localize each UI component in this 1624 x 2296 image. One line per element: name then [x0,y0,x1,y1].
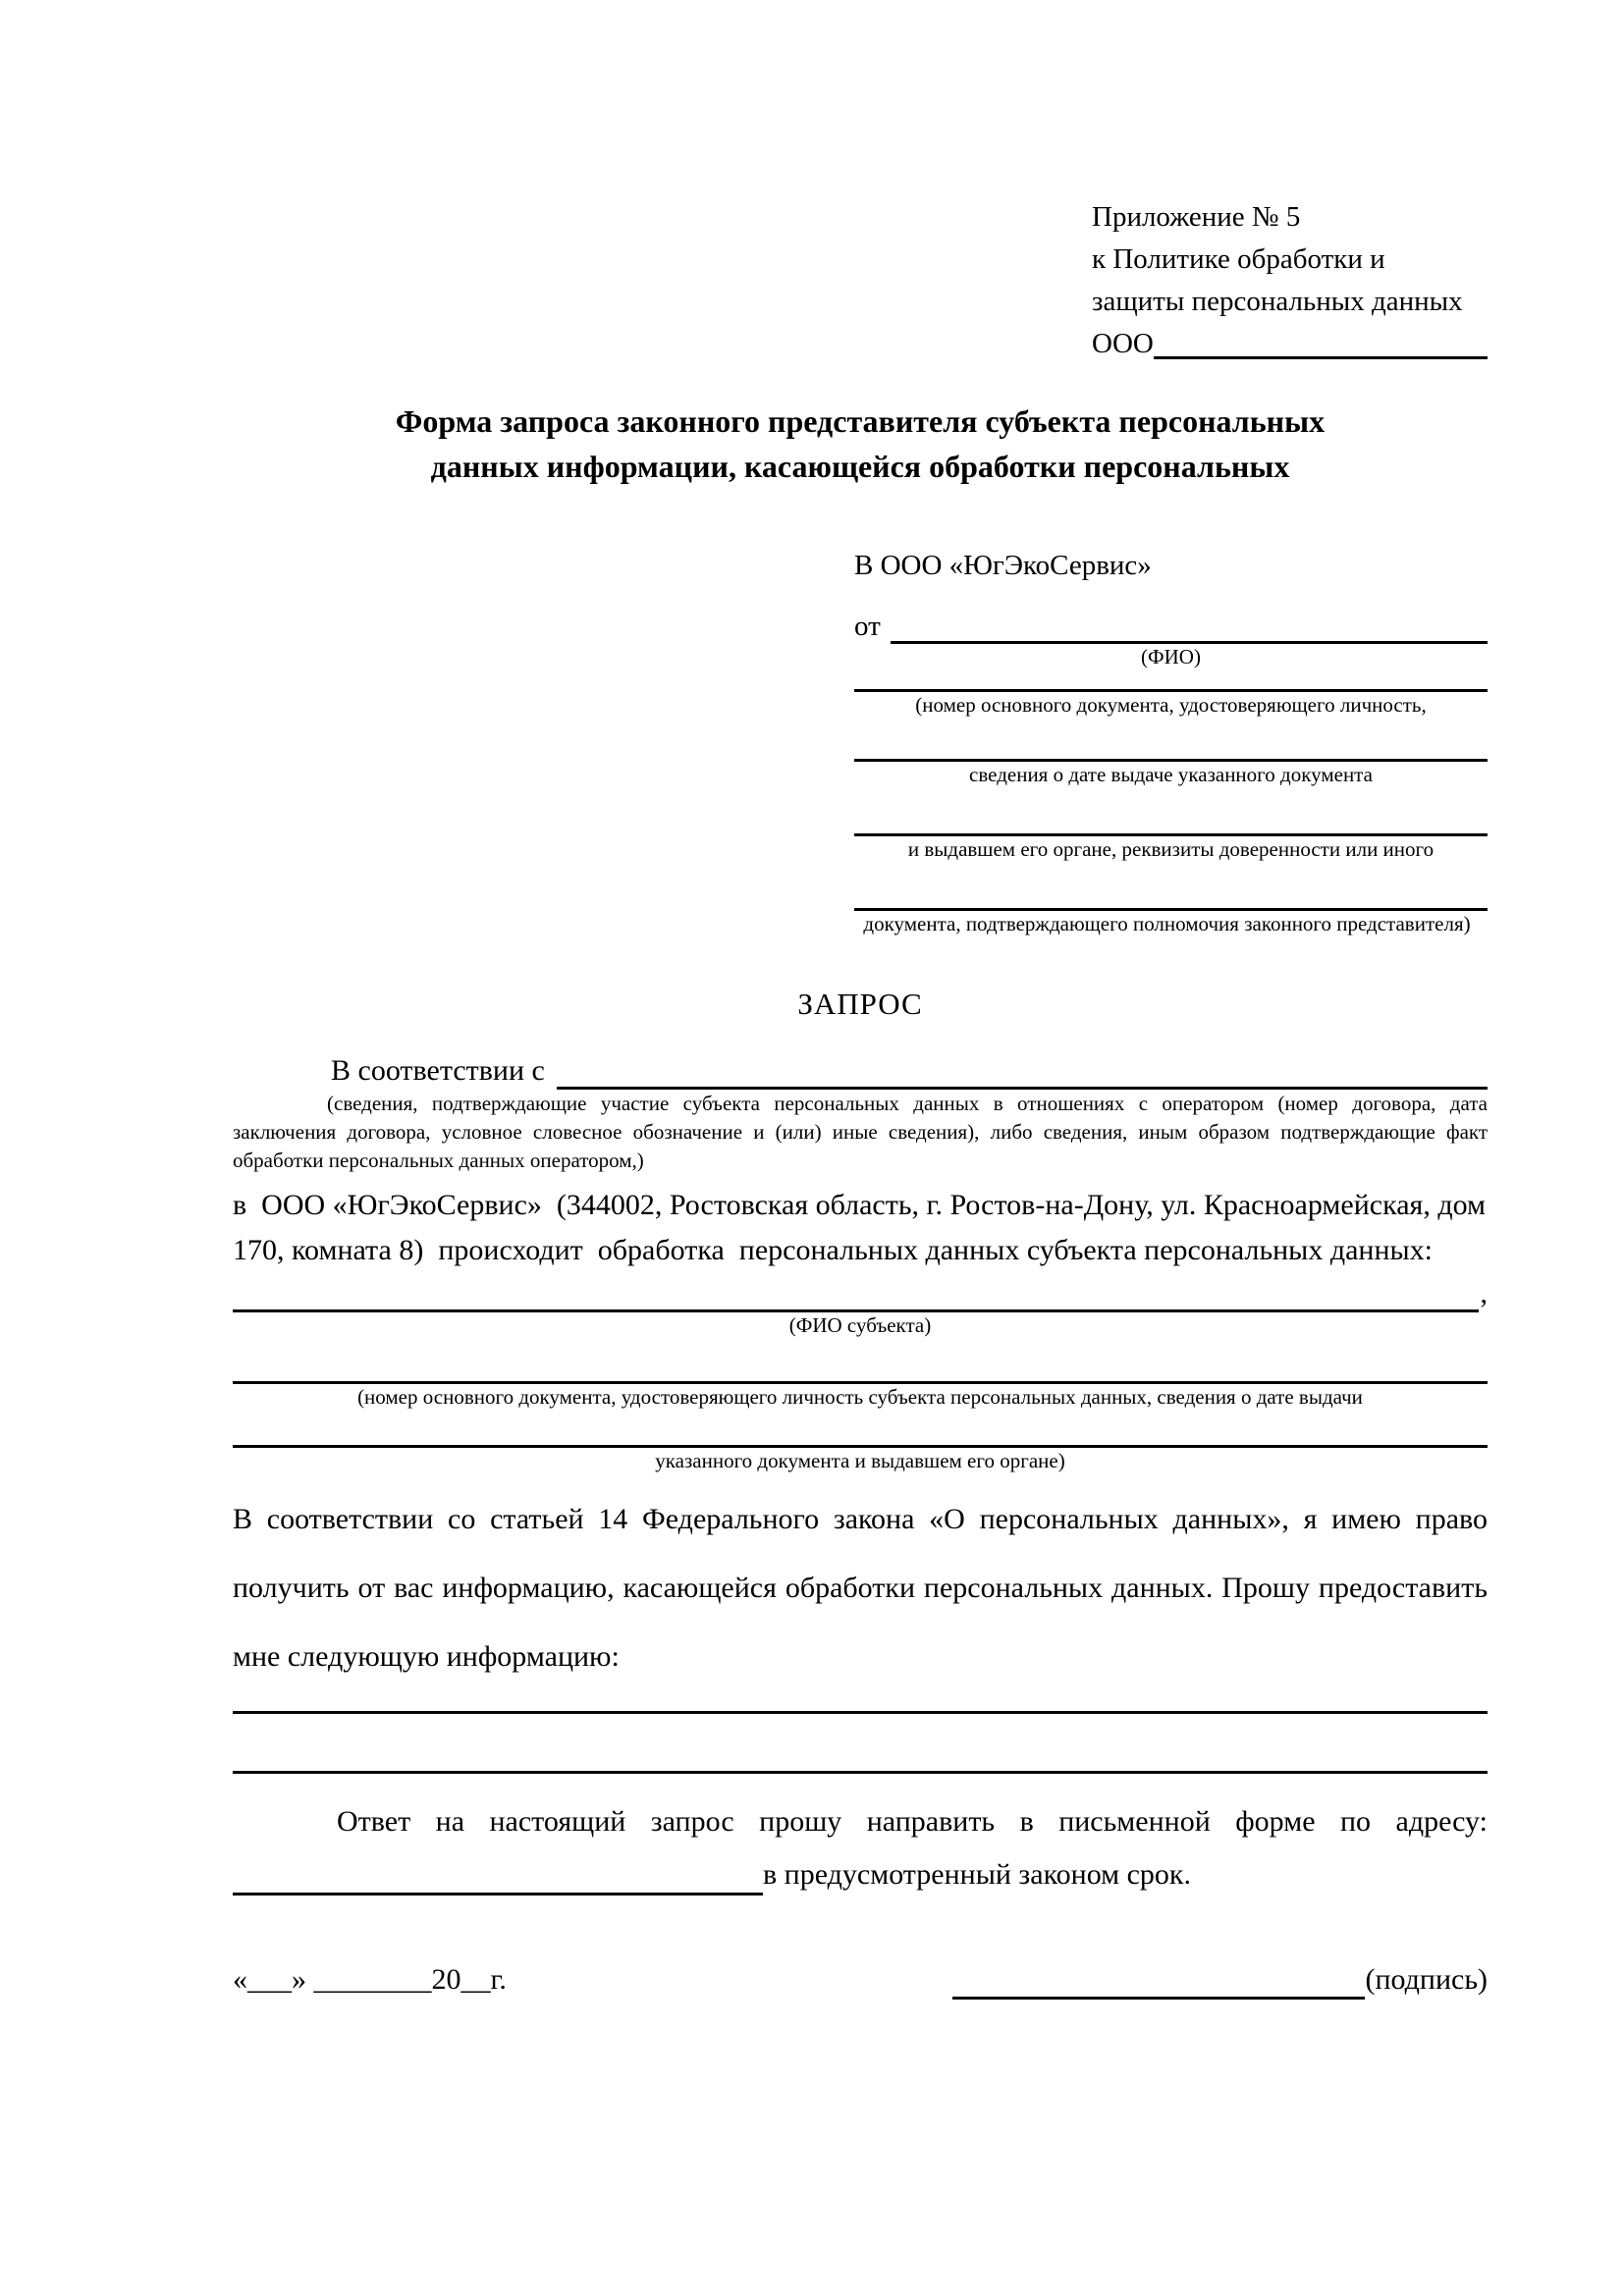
answer-paragraph: Ответ на настоящий запрос прошу направить в письменной форме по адресу: [337,1805,1488,1838]
appendix-block [1092,196,1488,365]
subject-doc-caption-1: (номер основного документа, удостоверяющего личность субъекта персональных данных, сведения о дате выдачи [357,1385,1363,1409]
subject-doc-blank-line-1 [233,1338,1488,1384]
operator-paragraph: в ООО «ЮгЭкоСервис» (344002, Ростовская область, г. Ростов-на-Дону, ул. Красноармейская, дом 170, комната 8) происходит обработка персональных данных субъекта персональных данных: [233,1189,1493,1266]
info-blank-line-2 [233,1714,1488,1774]
subject-fio-comma: , [1480,1277,1488,1309]
addressee-from-row [854,609,1488,644]
appendix-ooo-label: ООО [1092,328,1154,359]
addressee-block [854,548,1488,936]
addressee-to: В ООО «ЮгЭкоСервис» [854,550,1152,581]
answer-address-blank-line [233,1893,763,1896]
signature-block [952,1960,1488,2000]
request-heading: ЗАПРОС [797,987,923,1021]
answer-tail: в предусмотренный законом срок. [763,1858,1191,1891]
addressee-caption-1: (номер основного документа, удостоверяющего личность, [915,693,1427,717]
accordance-label: В соответствии с [331,1054,545,1087]
signature-blank-line [952,1967,1365,2000]
appendix-line-3: защиты персональных данных [1092,286,1463,317]
law-paragraph: В соответствии со статьей 14 Федерального закона «О персональных данных», я имею право получить от вас информацию, касающейся обработки персональных данных. Прошу предоставить мне следующую информацию: [233,1503,1488,1673]
addressee-caption-2: сведения о дате выдаче указанного документа [969,763,1373,786]
document-title [233,399,1488,489]
signature-caption: (подпись) [1365,1963,1488,1996]
subject-fio-caption: (ФИО субъекта) [788,1313,932,1337]
appendix-ooo-row [1092,323,1488,365]
answer-address-row [233,1854,1488,1896]
subject-doc-blank-line-2 [233,1410,1488,1448]
appendix-ooo-blank-line [1154,356,1488,359]
addressee-blank-line-2 [854,718,1488,762]
addressee-from-label: от [854,611,881,642]
appendix-line-2: к Политике обработки и [1092,243,1385,275]
document-title-line-2: данных информации, касающейся обработки персональных [430,449,1290,484]
addressee-blank-line-3 [854,787,1488,836]
document-title-line-1: Форма запроса законного представителя субъекта персональных [395,403,1326,439]
appendix-line-1: Приложение № 5 [1092,201,1301,233]
addressee-caption-4: документа, подтверждающего полномочия законного представителя) [863,912,1471,935]
subject-doc-caption-2: указанного документа и выдавшем его органе) [655,1449,1065,1472]
fio-caption: (ФИО) [1141,645,1201,668]
addressee-blank-line-4 [854,862,1488,911]
addressee-blank-line-1 [854,669,1488,692]
accordance-note: (сведения, подтверждающие участие субъекта персональных данных в отношениях с оператором (номер договора, дата заключения договора, условное словесное обозначение и (или) иные сведения), либо сведения, иным образом подтверждающие факт обработки персональных данных оператором,) [233,1092,1488,1172]
accordance-row [233,1052,1488,1090]
subject-fio-row [233,1275,1488,1312]
info-blank-line-1 [233,1691,1488,1714]
addressee-caption-3: и выдавшем его органе, реквизиты доверенности или иного [907,837,1435,861]
footer-row [233,1960,1488,2000]
date-line: «___» ________20__г. [233,1963,507,1996]
